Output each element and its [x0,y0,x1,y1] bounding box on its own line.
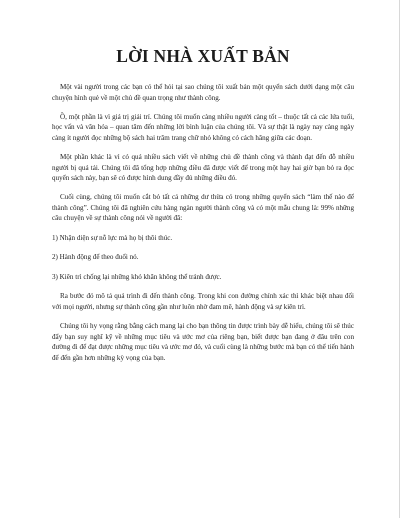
process-paragraph: Ra bước đó mô tả quá trình đi đến thành công. Trong khi con đường chính xác thì khác biệt nhau đối với mọi người, nhưng sự thành công gần như luôn nhờ đam mê, hành động và sự kiên trì. [52,292,354,311]
page-title: LỜI NHÀ XUẤT BẢN [116,46,290,66]
intro-paragraph: Một vài người trong các bạn có thể hỏi tại sao chúng tôi xuất bản một quyển sách dưới dạng một câu chuyện hình quẻ về một chủ đề quan trọng như thành công. [52,83,354,102]
list-item-2: 2) Hành động để theo đuổi nó. [52,253,139,262]
list-item-1: 1) Nhận diện sự nỗ lực mà họ bị thôi thúc. [52,233,173,242]
pattern-paragraph: Cuối cùng, chúng tôi muốn cắt bỏ tất cả những dư thừa có trong những quyển sách “làm thế nào để thành công”. Chúng tôi đã nghiên cứu hàng ngàn người thành công và có một mẫu chung là: 99% những câu chuyện về sự thành công nói về người đã: [52,193,354,223]
list-item-3: 3) Kiên trì chống lại những khó khăn không thể tránh được. [52,272,222,281]
entertainment-paragraph: Ồ, một phần là vì giá trị giải trí. Chúng tôi muốn càng nhiều người càng tốt – thuộc tất cả các lứa tuổi, học vấn và văn hóa – quan tâm đến những lời bình luận của chúng tôi. Và sự thật là ngày nay càng ngày càng ít người đọc những bộ sách hai trăm trang chữ nhỏ không có cách hăng giữa các đoạn. [52,112,354,142]
closing-paragraph: Chúng tôi hy vọng rằng bằng cách mang lại cho bạn thông tin được trình bày dễ hiểu, chúng tôi sẽ thúc đẩy bạn suy nghĩ kỹ về những mục tiêu và ước mơ của riêng bạn, biết được bạn đang ở đâu trên con đường đi để đạt được những mục tiêu và ước mơ đó, và cuối cùng là những bước mà bạn có thể tiến hành để đến gần hơn những kỳ vọng của bạn. [52,322,354,362]
page-content [52,44,354,363]
overload-paragraph: Một phần khác là vì có quá nhiều sách viết về những chủ đề thành công và thành đạt đến đỗ nhiều người bị quá tải. Chúng tôi đã tổng hợp những điều đã được viết để trong một hay hai giờ bạn bỏ ra đọc quyển sách này, bạn sẽ có được hình dung đầy đủ những điều đó. [52,152,354,183]
